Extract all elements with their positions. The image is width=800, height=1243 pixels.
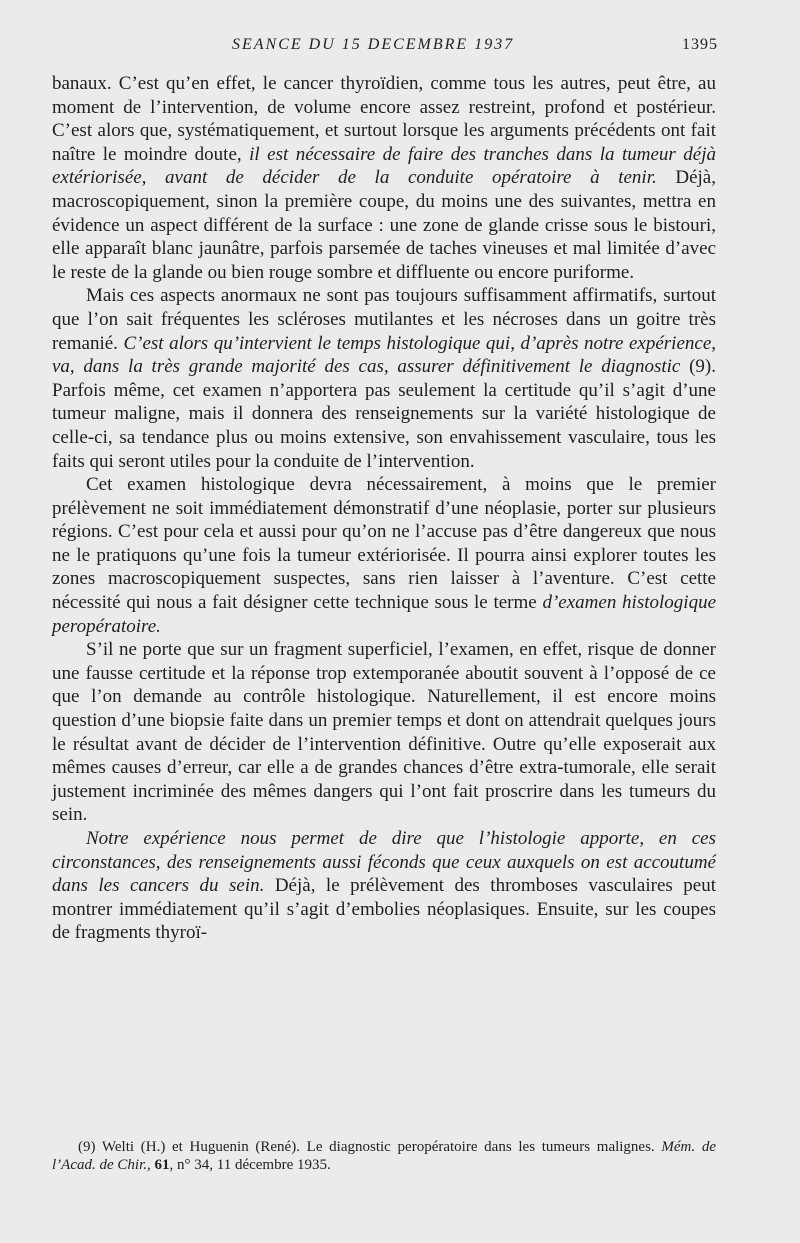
text-run: (9). Parfois même, cet examen n’apportera pas seulement la certitude qu’il s’agit d’une tumeur maligne, mais il donnera des renseignements sur la variété histologique de celle-ci, sa tendance plus ou moins extensive, son envahissement vasculaire, tous les faits qui seront utiles pour la conduite de l’intervention. bbox=[52, 356, 716, 472]
text-run: S’il ne porte que sur un fragment superficiel, l’examen, en effet, risque de donner une fausse certitude et la réponse trop extemporanée aboutit souvent à l’opposé de ce que l’on demande au contrôle histologique. Naturellement, il est encore moins question d’une biopsie faite dans un premier temps et dont on attendrait quelques jours le résultat avant de décider de l’intervention définitive. Outre qu’elle exposerait aux mêmes causes d’erreur, car elle a de grandes chances d’être extra-tumorale, elle serait justement incriminée des mêmes dangers qui l’ont fait proscrire dans les tumeurs du sein. bbox=[52, 639, 716, 826]
emphasized-text: il est nécessaire de faire des tranches dans la tumeur déjà extériorisée, avant de décider de la conduite opératoire à tenir. bbox=[52, 143, 716, 189]
footnote-normal-text: , n° 34, 11 décembre 1935. bbox=[169, 1157, 331, 1173]
emphasized-text: d’examen histologique peropératoire. bbox=[52, 592, 716, 637]
running-title: SEANCE DU 15 DECEMBRE 1937 bbox=[232, 36, 515, 53]
emphasized-text: Notre expérience nous permet de dire que l’histologie apporte, en ces circonstances, des renseignements aussi féconds que ceux auxquels on est accoutumé dans les cancers du sein. bbox=[52, 828, 716, 897]
paragraph bbox=[52, 827, 716, 945]
footnote-bold-text: 61 bbox=[154, 1157, 170, 1173]
emphasized-text: C’est alors qu’intervient le temps histologique qui, d’après notre expérience, va, dans la très grande majorité des cas, assurer définitivement le diagnostic bbox=[52, 332, 716, 378]
page-number: 1395 bbox=[682, 36, 718, 53]
footnote-normal-text: , bbox=[147, 1157, 155, 1173]
text-run: Déjà, le prélèvement des thromboses vasculaires peut montrer immédiatement qu’il s’agit d’embolies néoplasiques. Ensuite, sur les coupes de fragments thyroï- bbox=[52, 875, 716, 944]
footnote-normal-text: (9) Welti (H.) et Huguenin (René). Le diagnostic peropératoire dans les tumeurs malignes. bbox=[78, 1139, 662, 1155]
footnotes bbox=[52, 1138, 716, 1174]
paragraph bbox=[52, 72, 716, 284]
text-run: banaux. C’est qu’en effet, le cancer thyroïdien, comme tous les autres, peut être, au moment de l’intervention, de volume encore assez restreint, profond et postérieur. C’est alors que, systématiquement, et surtout lorsque les arguments précédents ont fait naître le moindre doute, bbox=[52, 73, 716, 165]
running-header bbox=[0, 36, 800, 58]
footnote bbox=[52, 1138, 716, 1174]
text-run: Déjà, macroscopiquement, sinon la première coupe, du moins une des suivantes, mettra en évidence un aspect différent de la surface : une zone de glande crisse sous le bistouri, elle apparaît blanc jaunâtre, parfois parsemée de taches vineuses et mal limitée d’avec le reste de la glande ou bien rouge sombre et diffluente ou encore puriforme. bbox=[52, 167, 716, 283]
paragraph bbox=[52, 284, 716, 473]
body-text bbox=[52, 72, 716, 945]
text-run: Cet examen histologique devra nécessairement, à moins que le premier prélèvement ne soit immédiatement démonstratif d’une néoplasie, porter sur plusieurs régions. C’est pour cela et aussi pour qu’on ne l’accuse pas d’être dangereux que nous ne le pratiquons qu’une fois la tumeur extériorisée. Il pourra ainsi explorer toutes les zones macroscopiquement suspectes, sans rien laisser à l’aventure. C’est cette nécessité qui nous a fait désigner cette technique sous le terme bbox=[52, 474, 716, 614]
footnote-italic-text: Mém. de l’Acad. de Chir. bbox=[52, 1139, 716, 1173]
text-run: Mais ces aspects anormaux ne sont pas toujours suffisamment affirmatifs, surtout que l’on sait fréquentes les scléroses mutilantes et les nécroses dans un goitre très remanié. bbox=[52, 285, 716, 354]
paragraph bbox=[52, 638, 716, 827]
paragraph bbox=[52, 473, 716, 638]
